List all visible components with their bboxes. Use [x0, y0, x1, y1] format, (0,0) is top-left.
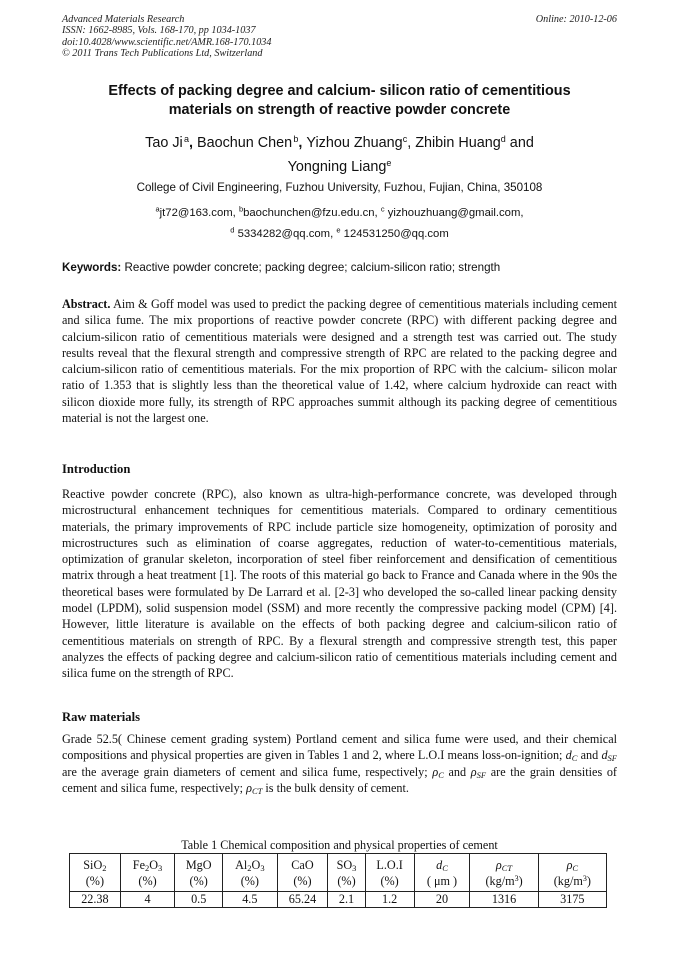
table-header-cell: $\rho_{CT}$ $(kg/m^3)$	[470, 854, 538, 892]
email[interactable]: $^a$jt72@163.com	[155, 204, 233, 219]
keywords	[62, 261, 617, 275]
online-date: Online: 2010-12-06	[535, 14, 617, 25]
journal-header	[62, 14, 617, 59]
symbol-dc: d	[565, 748, 572, 763]
table-header-cell: $d_C$ ( μm )	[414, 854, 470, 892]
keywords-text: Reactive powder concrete; packing degree; calcium-silicon ratio; strength	[121, 261, 501, 274]
table-header-cell: $SO_3$ (%)	[328, 854, 365, 892]
introduction-text: Reactive powder concrete (RPC), also known as ultra-high-performance concrete, was developed through microstructural enhancement techniques for cementitious materials. Compared to ordinary cementitious materials, the primary improvements of RPC include particle size homogeneity, optimization of porosity and microstructures such as elimination of coarse aggregates, reduction of water-to-cementitious materials, optimization of granular skeleton, incorporation of steel fiber reinforcement and densification of cementitious matrix through a heat treatment [1]. The roots of this material go back to France and Canada where in the 90s the theoretical bases were formulated by De Larrard et al. [2-3] who developed the so-called linear packing density model (LPDM), solid suspension model (SSM) and more recently the compressive packing model (CPM) [4]. However, little literature is available on the effects of both packing degree and calcium-silicon ratio of cementitious materials on strength of RPC. By a flexural strength and compressive strength test, this paper analyzes the effects of packing degree and calcium-silicon ratio of cementitious materials including cement and silica fume on the strength of RPC.	[62, 487, 617, 681]
table-cell: 3175	[538, 892, 606, 908]
copyright-line: © 2011 Trans Tech Publications Ltd, Switzerland	[62, 47, 263, 59]
author: Baochun Chen $^b$,	[196, 134, 307, 151]
table-header-cell: SiO$_2$ (%)	[70, 854, 121, 892]
paper-title	[62, 82, 617, 120]
symbol-rho-c: ρ	[432, 764, 439, 779]
email[interactable]: $^c$ yizhouzhuang@gmail.com	[380, 204, 521, 219]
author: Yizhou Zhuang$^c$,	[306, 134, 416, 151]
section-heading-raw-materials: Raw materials	[62, 710, 140, 724]
table-header-cell: $Al_2O_3$ (%)	[223, 854, 278, 892]
table-cell: 1316	[470, 892, 538, 908]
keywords-label: Keywords:	[62, 261, 122, 274]
table-header-cell: $Fe_2O_3$ (%)	[120, 854, 175, 892]
affiliation: College of Civil Engineering, Fuzhou University, Fuzhou, Fujian, China, 350108	[136, 181, 543, 194]
table-cell: 22.38	[70, 892, 121, 908]
abstract-text: Aim & Goff model was used to predict the packing degree of cementitious materials including cement and silica fume. The mix proportions of reactive powder concrete (RPC) with different packing degree and calcium-silicon ratio of cementitious materials were designed and a strength test was carried out. The study results reveal that the flexural strength and compressive strength of RPC are related to the packing degree and calcium-silicon ratio of cementitious materials. For the mix proportion of RPC with the calcium- silicon molar ratio of 1.353 that is slightly less than the theoretical value of 1.42, where calcium hydroxide can react with silicon dioxide more fully, its strength of RPC approaches summit although its packing degree of cementitious material is not the largest one.	[62, 297, 617, 426]
table-cell: 20	[414, 892, 470, 908]
email-line-1: $^a$jt72@163.com, $^b$baochunchen@fzu.edu.cn, $^c$ yizhouzhuang@gmail.com,	[155, 204, 524, 219]
table-cell: 0.5	[175, 892, 223, 908]
journal-name: Advanced Materials Research	[62, 14, 185, 25]
author-list	[62, 132, 617, 179]
raw-materials-text: Grade 52.5( Chinese cement grading system) Portland cement and silica fume were used, and their chemical compositions and physical properties are given in Tables 1 and 2, where L.O.I means loss-on-ignition; $d_C$ and $d_{SF}$ are the average grain diameters of cement and silica fume, respectively; $\rho_C$ and $\rho_{SF}$ are the grain densities of cement and silica fume, respectively; $\rho_{CT}$ is the bulk density of cement.	[62, 732, 617, 797]
table-cell: 1.2	[365, 892, 414, 908]
author: Tao Ji $^a$,	[145, 134, 197, 151]
title-line-1: Effects of packing degree and calcium- silicon ratio of cementitious	[108, 83, 571, 99]
author: Zhibin Huang$^d$ and	[415, 134, 534, 151]
email[interactable]: $^e$ 124531250@qq.com	[336, 225, 449, 240]
title-line-2: materials on strength of reactive powder concrete	[168, 102, 511, 118]
email-line-2: $^d$ 5334282@qq.com, $^e$ 124531250@qq.com	[230, 225, 449, 240]
abstract	[62, 296, 617, 426]
table-header-cell: L.O.I (%)	[365, 854, 414, 892]
table-cell: 2.1	[328, 892, 365, 908]
table-row	[70, 892, 607, 908]
email[interactable]: $^d$ 5334282@qq.com	[230, 225, 331, 240]
table-cell: 4	[120, 892, 175, 908]
symbol-rho-ct: ρ	[246, 780, 252, 795]
doi-line: doi:10.4028/www.scientific.net/AMR.168-170.1034	[62, 36, 272, 48]
symbol-rho-sf: ρ	[470, 764, 477, 779]
symbol-dsf: d	[601, 748, 608, 763]
table-1-caption: Table 1 Chemical composition and physical properties of cement	[181, 838, 498, 852]
table-header-cell: MgO (%)	[175, 854, 223, 892]
table-cell: 65.24	[277, 892, 328, 908]
table-1	[69, 853, 607, 908]
table-cell: 4.5	[223, 892, 278, 908]
author-emails	[62, 203, 617, 244]
email[interactable]: $^b$baochunchen@fzu.edu.cn	[238, 204, 375, 219]
table-header-cell: CaO (%)	[277, 854, 328, 892]
issn-line: ISSN: 1662-8985, Vols. 168-170, pp 1034-1037	[62, 25, 256, 37]
section-heading-introduction: Introduction	[62, 462, 131, 476]
table-header-row	[70, 854, 607, 892]
table-header-cell: $\rho_C$ $(kg/m^3)$	[538, 854, 606, 892]
author: Yongning Liang$^e$	[287, 157, 392, 175]
abstract-label: Abstract.	[62, 297, 111, 311]
